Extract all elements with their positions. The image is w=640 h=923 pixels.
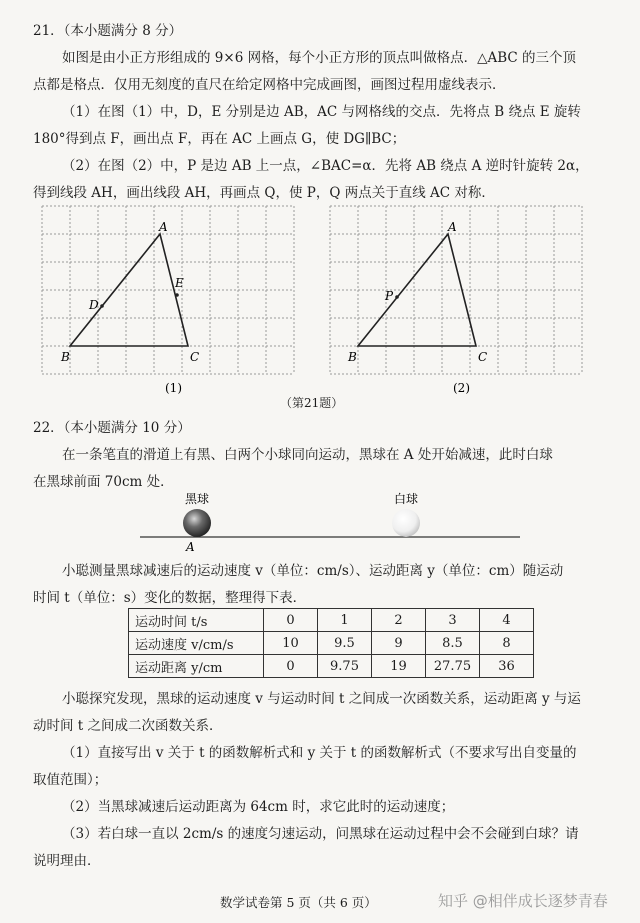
point-d [100,304,104,308]
data-table [128,608,534,678]
point-a-label: A [186,540,195,554]
table-cell: 8.5 [426,632,480,655]
watermark: 知乎 @相伴成长逐梦青春 [438,892,608,910]
table-cell: 10 [264,632,318,655]
page-footer: 数学试卷第 5 页（共 6 页） [220,895,377,910]
row-header: 运动时间 t/s [129,609,264,632]
q22-finding-line: 动时间 t 之间成二次函数关系． [33,718,223,734]
label-b: B [348,350,357,364]
label-c: C [190,350,200,364]
q22-intro-line: 在黑球前面 70cm 处． [33,474,174,490]
table-cell: 9 [372,632,426,655]
label-d: D [89,298,99,312]
figure-caption: （第21题） [280,396,344,410]
table-cell: 9.75 [318,655,372,678]
figure-1-caption: (1) [165,381,182,395]
q21-part1-line: （1）在图（1）中，D，E 分别是边 AB，AC 与网格线的交点．先将点 B 绕点 E 旋转 [62,104,581,120]
q22-intro-line: 在一条笔直的滑道上有黑、白两个小球同向运动，黑球在 A 处开始减速，此时白球 [62,447,553,463]
row-header: 运动距离 y/cm [129,655,264,678]
q22-part3-line: 说明理由． [33,853,101,869]
q22-part1-line: 取值范围）； [33,772,108,788]
grid-lines [42,206,294,374]
table-cell: 9.5 [318,632,372,655]
label-c: C [478,350,488,364]
table-row [129,655,534,678]
q22-measure-line: 时间 t（单位：s）变化的数据，整理得下表． [33,590,307,606]
table-cell: 4 [480,609,534,632]
label-a: A [448,220,457,234]
q22-finding-line: 小聪探究发现，黑球的运动速度 v 与运动时间 t 之间成一次函数关系，运动距离 y 与运 [62,691,581,707]
white-ball-label: 白球 [394,492,419,506]
q21-paragraph-line: 点都是格点．仅用无刻度的直尺在给定网格中完成画图，画图过程用虚线表示． [33,77,506,93]
black-ball-label: 黑球 [185,492,210,506]
q22-part3-line: （3）若白球一直以 2cm/s 的速度匀速运动，问黑球在运动过程中会不会碰到白球？请 [62,826,579,842]
point-p [395,295,399,299]
table-cell: 2 [372,609,426,632]
q21-part1-line: 180°得到点 F，画出点 F，再在 AC 上画点 G，使 DG∥BC； [33,131,406,147]
q21-header: 21．（本小题满分 8 分） [33,23,183,39]
table-row [129,632,534,655]
label-b: B [61,350,70,364]
q21-part2-line: （2）在图（2）中，P 是边 AB 上一点，∠BAC=α．先将 AB 绕点 A 逆时针旋转 2α， [62,158,589,174]
table-cell: 19 [372,655,426,678]
table-cell: 27.75 [426,655,480,678]
figure-1-grid [30,200,310,400]
figure-2-grid [318,200,598,400]
q22-part2-line: （2）当黑球减速后运动距离为 64cm 时，求它此时的运动速度； [62,799,455,815]
label-a: A [159,220,168,234]
table-cell: 1 [318,609,372,632]
label-p: P [385,289,394,303]
table-cell: 3 [426,609,480,632]
q21-paragraph-line: 如图是由小正方形组成的 9×6 网格，每个小正方形的顶点叫做格点．△ABC 的三个顶 [62,50,576,66]
table-cell: 0 [264,655,318,678]
row-header: 运动速度 v/cm/s [129,632,264,655]
table-row [129,609,534,632]
table-cell: 36 [480,655,534,678]
figure-2-caption: (2) [453,381,470,395]
point-e [175,293,179,297]
q22-header: 22．（本小题满分 10 分） [33,420,191,436]
q22-measure-line: 小聪测量黑球减速后的运动速度 v（单位：cm/s）、运动距离 y（单位：cm）随运动 [62,563,564,579]
q22-part1-line: （1）直接写出 v 关于 t 的函数解析式和 y 关于 t 的函数解析式（不要求写出自变量的 [62,745,577,761]
label-e: E [175,276,184,290]
ball-track-illustration [140,490,530,554]
q21-part2-line: 得到线段 AH，画出线段 AH，再画点 Q，使 P，Q 两点关于直线 AC 对称． [33,185,495,201]
table-cell: 8 [480,632,534,655]
table-cell: 0 [264,609,318,632]
white-ball [392,509,420,537]
black-ball [183,509,211,537]
